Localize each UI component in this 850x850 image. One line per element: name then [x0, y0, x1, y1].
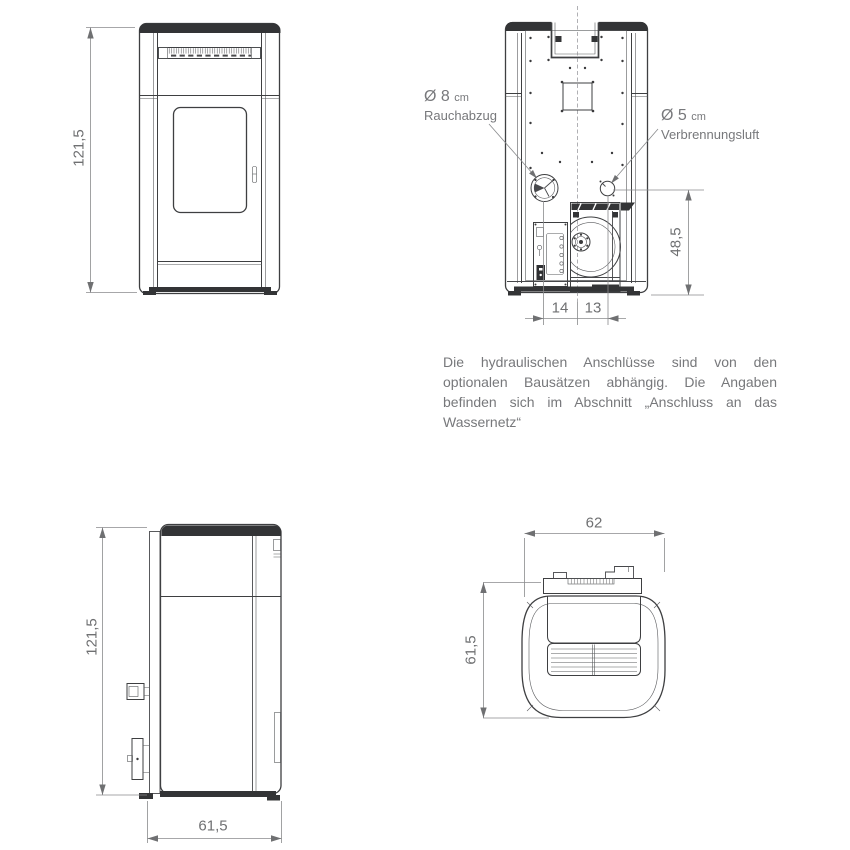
top-view: [480, 530, 665, 718]
top-body-outline: [522, 596, 665, 718]
rear-connection-height-label: 48,5: [667, 227, 685, 257]
side-depth-label: 61,5: [198, 817, 228, 835]
fan-assembly: [571, 203, 636, 293]
side-right-edge-details: [274, 540, 281, 763]
air-name-label: Verbrennungsluft: [661, 127, 760, 142]
note-line-3: befinden sich im Abschnitt „Anschluss an das: [443, 394, 777, 410]
note-line-4: Wassernetz“: [443, 414, 522, 430]
front-height-label: 121,5: [70, 129, 88, 167]
top-width-label: 62: [585, 514, 603, 532]
note-line-2: optionalen Bausätzen abhängig. Die Angaben: [443, 374, 777, 390]
side-height-dimension: [96, 528, 147, 796]
top-width-dimension: [525, 530, 665, 597]
smoke-unit-label: cm: [454, 92, 469, 104]
rear-offset-left-label: 14: [551, 299, 569, 317]
smoke-outlet-annotation: [424, 87, 497, 124]
rear-back-panel: [526, 31, 627, 281]
air-unit-label: cm: [691, 111, 706, 123]
rear-screws: [529, 36, 623, 169]
top-depth-label: 61,5: [462, 635, 480, 665]
front-top-grille: [159, 48, 261, 59]
electrical-panel: [534, 223, 568, 287]
top-rear-block: [544, 567, 642, 594]
front-height-dimension: [86, 28, 137, 293]
front-door-handle: [253, 167, 257, 183]
side-view: [96, 525, 282, 844]
smoke-pipe-stub: [127, 684, 150, 700]
note-line-1: Die hydraulischen Anschlüsse sind von den: [443, 354, 777, 370]
air-diameter-label: Ø 5: [661, 107, 687, 124]
rear-view: [489, 6, 704, 325]
top-door-outline: [548, 596, 641, 643]
combustion-air-port: [600, 181, 615, 197]
top-depth-dimension: [480, 583, 549, 719]
smoke-diameter-label: Ø 8: [424, 88, 450, 105]
top-grille: [548, 644, 641, 676]
front-door-window: [174, 108, 247, 213]
smoke-leader-line: [489, 124, 537, 179]
air-leader-line: [611, 129, 658, 184]
side-height-label: 121,5: [83, 618, 101, 656]
rear-offset-right-label: 13: [584, 299, 602, 317]
hydraulic-note: [443, 352, 777, 432]
front-view: [86, 24, 281, 296]
rear-service-box: [128, 739, 150, 780]
smoke-name-label: Rauchabzug: [424, 108, 497, 123]
combustion-air-annotation: [661, 106, 759, 143]
smoke-outlet-port: [531, 175, 558, 202]
